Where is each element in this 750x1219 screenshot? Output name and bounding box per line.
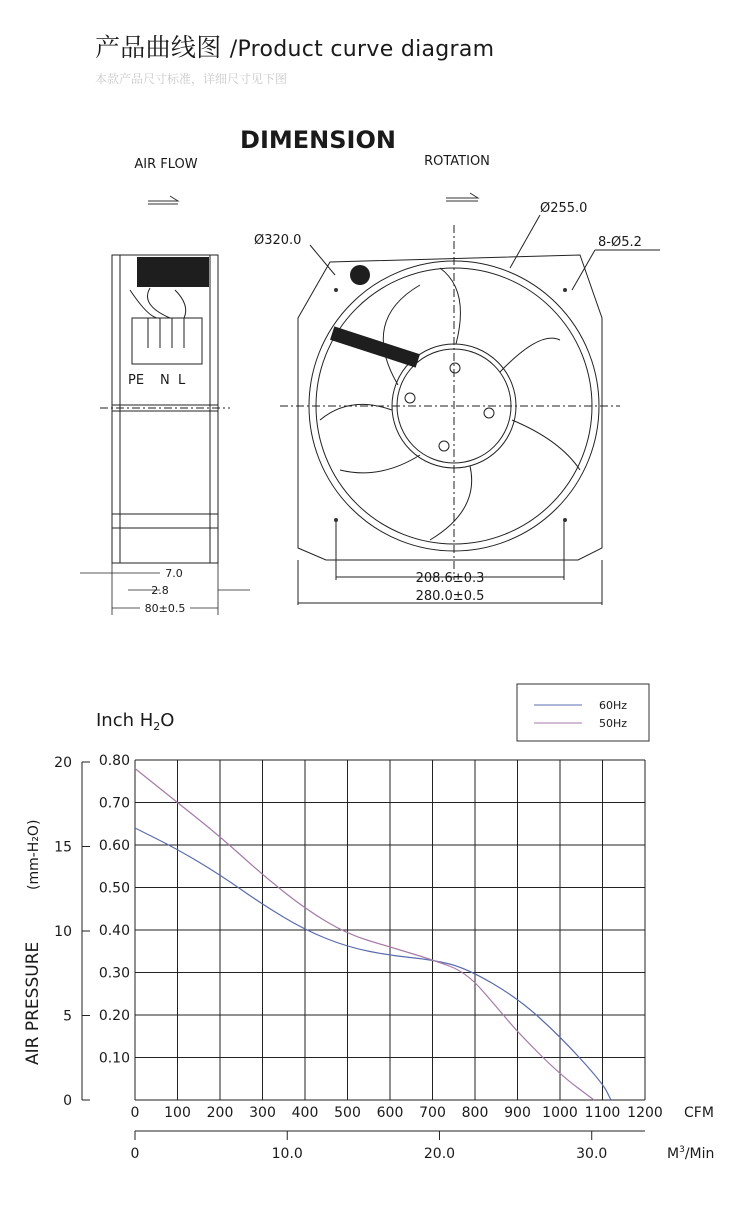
x2-tick-label: 20.0 — [423, 1146, 456, 1162]
legend-box — [517, 684, 649, 741]
rotation-label: ROTATION — [424, 154, 490, 169]
y-tick-label-mm: 0 — [63, 1093, 72, 1109]
x-tick-label: 400 — [291, 1105, 319, 1121]
page-subtitle: 本款产品尺寸标准，详细尺寸见下图 — [95, 72, 288, 86]
x-tick-label: 900 — [504, 1105, 531, 1121]
unit-inch-h2o: Inch $H_2O$ — [96, 710, 175, 733]
chart-grid — [135, 760, 645, 1100]
x-tick-label: 0 — [130, 1105, 140, 1121]
series-line-60hz — [135, 828, 611, 1100]
y-axis-label: AIR PRESSURE — [23, 941, 43, 1065]
y-tick-label-mm: 20 — [54, 755, 72, 771]
y-axis-unit: (mm-H₂O) — [26, 819, 42, 890]
y-tick-label-inch: 0.10 — [98, 1050, 130, 1067]
x-tick-label: 1200 — [627, 1105, 663, 1121]
y-tick-label-inch: 0.50 — [98, 880, 130, 897]
x-tick-label: 600 — [376, 1105, 404, 1121]
x-tick-label: 800 — [461, 1105, 489, 1121]
dim-2086-label: 208.6±0.3 — [415, 571, 485, 586]
dia-320-label: Ø320.0 — [254, 233, 302, 248]
legend-label-60hz: 60Hz — [599, 699, 628, 712]
x-tick-label: 200 — [206, 1105, 234, 1121]
title-cn: 产品曲线图 — [95, 33, 222, 62]
dim-80-label: 80±0.5 — [144, 602, 186, 615]
y-tick-label-inch: 0.70 — [98, 795, 130, 812]
holes-label: 8-Ø5.2 — [598, 235, 642, 250]
x-tick-label: 100 — [164, 1105, 191, 1121]
x-axis-label-m3min: $M^3$/Min — [667, 1145, 715, 1162]
y-tick-label-inch: 0.80 — [98, 753, 130, 769]
y-tick-label-mm: 10 — [54, 924, 72, 940]
dimension-title: DIMENSION — [240, 126, 396, 154]
n-label: N — [160, 373, 170, 388]
series-line-50hz — [135, 769, 594, 1101]
y-tick-label-mm: 15 — [54, 839, 72, 856]
pe-label: PE — [128, 373, 145, 388]
y-tick-label-inch: 0.30 — [98, 965, 130, 982]
dia-255-label: Ø255.0 — [540, 201, 588, 216]
chart-axes — [82, 762, 645, 1140]
x-tick-label: 1000 — [542, 1105, 578, 1121]
x-tick-label: 300 — [249, 1105, 276, 1121]
dim-28-label: 2.8 — [151, 584, 169, 597]
y-tick-label-mm: 5 — [63, 1008, 72, 1025]
dim-7-label: 7.0 — [165, 567, 183, 580]
l-label: L — [178, 373, 186, 388]
x2-tick-label: 0 — [130, 1146, 140, 1162]
y-tick-label-inch: 0.60 — [98, 838, 130, 854]
air-flow-label: AIR FLOW — [134, 157, 198, 172]
chart-tick-labels — [54, 753, 663, 1162]
y-tick-label-inch: 0.40 — [98, 923, 130, 939]
x-tick-label: 700 — [419, 1105, 446, 1121]
chart-series — [135, 769, 611, 1101]
x-axis-label-cfm: CFM — [684, 1105, 714, 1121]
x-tick-label: 500 — [334, 1105, 361, 1121]
y-tick-label-inch: 0.20 — [98, 1008, 130, 1024]
x-tick-label: 1100 — [584, 1105, 621, 1121]
x2-tick-label: 30.0 — [576, 1146, 608, 1162]
x2-tick-label: 10.0 — [271, 1146, 303, 1162]
title-en: /Product curve diagram — [229, 37, 495, 62]
legend-label-50hz: 50Hz — [599, 717, 628, 730]
dim-280-label: 280.0±0.5 — [415, 589, 485, 604]
